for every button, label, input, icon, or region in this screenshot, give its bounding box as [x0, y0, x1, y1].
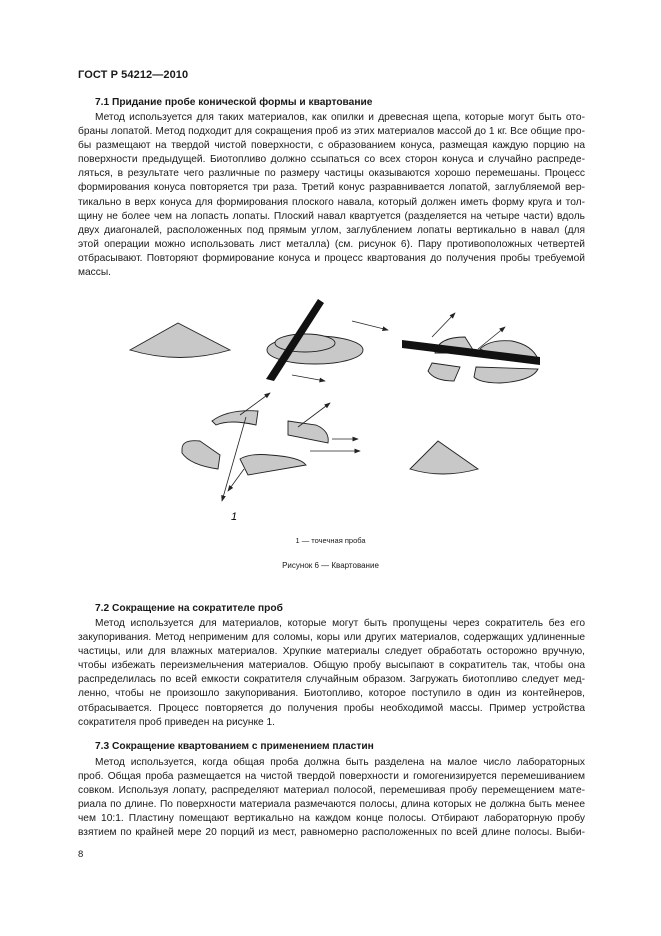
text-line: отбрасывается. Процесс повторяется до получения пробы необходимой массы. Пример устройства — [78, 702, 585, 714]
figure-legend: 1 — точечная проба — [295, 536, 366, 545]
document-code: ГОСТ Р 54212—2010 — [78, 69, 189, 81]
section-7-3-title: 7.3 Сокращение квартованием с применением пластин — [95, 741, 374, 752]
quarter-segment — [288, 421, 328, 443]
text-line: Метод используется для материалов, которые могут быть пропущены через сократитель без его — [95, 618, 585, 629]
quarter-segment — [212, 411, 258, 425]
figure-label-1: 1 — [231, 511, 238, 523]
text-line: риала по длине. По поверхности материала размечаются полосы, длина которых не должна быть менее — [78, 799, 585, 811]
arrow-shape — [298, 403, 330, 427]
text-line: Метод используется для таких материалов, как опилки и древесная щепа, которые могут быть ото- — [95, 112, 585, 123]
text-line: ленно, чтобы не произошло закупоривания. Биотопливо, которое поступило в один из контейнеров, — [78, 688, 585, 700]
quarter-segment — [240, 455, 306, 476]
arrow-shape — [432, 313, 455, 337]
text-line: сократителя проб приведен на рисунке 1. — [78, 716, 276, 728]
quarter-segment — [474, 367, 538, 383]
section-7-1-text — [78, 111, 585, 280]
cone-shape — [130, 323, 230, 358]
text-line: формирования конуса повторяется три раза. Третий конус разравнивается лопатой, заглубляемой вер- — [78, 182, 585, 194]
text-line: двух диагоналей, расположенных под прямым углом, заглублением лопаты вертикально в навал (для — [78, 224, 585, 236]
quartering-figure — [120, 293, 550, 523]
quarter-segment — [182, 441, 220, 469]
text-line: браны лопатой. Метод подходит для сокращения проб из этих материалов массой до 1 кг. Все общие про- — [78, 126, 585, 138]
text-line: щину не более чем на лопасть лопаты. Плоский навал квартуется (разделяется на четыре части) вдоль — [78, 210, 585, 222]
text-line: распределилась по всей емкости сократителя случайным образом. Загружать биотопливо следует мед- — [78, 674, 585, 686]
text-line: поверхности предыдущей. Биотопливо должно ссыпаться со всех сторон конуса и случайно распреде- — [78, 154, 585, 166]
quarter-segment — [428, 363, 460, 381]
text-line: проб. Общая проба размещается на чистой твердой поверхности и гомогенизируется перемешиванием — [78, 771, 585, 783]
arrow-shape — [352, 321, 388, 330]
section-7-2-title: 7.2 Сокращение на сократителе проб — [95, 603, 283, 614]
figure-caption: Рисунок 6 — Квартование — [282, 561, 379, 570]
section-7-1-title: 7.1 Придание пробе конической формы и квартование — [95, 97, 373, 108]
text-line: взятием по крайней мере 20 порций из мест, равномерно расположенных по всей длине полосы. Выби- — [78, 827, 585, 839]
text-line: массы. — [78, 267, 112, 279]
text-line: совком. Используя лопату, распределяют материал полосой, перемешивая пробу перемещением мате- — [78, 785, 585, 797]
section-7-3-text — [78, 756, 585, 841]
text-line: закупоривания. Метод неприменим для соломы, коры или других материалов, содержащих удлиненные — [78, 632, 585, 644]
text-line: отбрасывают. Повторяют формирование конуса и процесс квартования до получения пробы требуемой — [78, 252, 585, 264]
text-line: бы размещают на твердой чистой поверхности, с образованием конуса, размещая каждую порцию на — [78, 140, 585, 152]
text-line: Метод используется, когда общая проба должна быть разделена на малое число лабораторных — [95, 757, 585, 768]
text-line: этой операции можно использовать лист металла) (см. рисунок 6). Пару противоположных четвертей — [78, 238, 585, 250]
text-line: чем 10:1. Пластину помещают вертикально на каждом конце полосы. Отбирают лабораторную пробу — [78, 813, 585, 825]
text-line: частицы, или для влажных материалов. Хрупкие материалы следует обработать осторожно вручную, — [78, 646, 585, 658]
text-line: ляться, в результате чего различные по размеру частицы оказываются хорошо перемешаны. Процесс — [78, 168, 585, 180]
arrow-shape — [292, 375, 325, 381]
section-7-2-text — [78, 617, 585, 730]
text-line: чтобы избежать переизмельчения материалов. Общую пробу высыпают в сократитель так, чтобы она — [78, 660, 585, 672]
flat-heap-top-shape — [275, 334, 335, 352]
page-number: 8 — [78, 849, 84, 860]
cone-shape — [410, 441, 478, 474]
text-line: тикально в верх конуса для формирования плоского навала, который должен иметь форму круга и тол- — [78, 196, 585, 208]
